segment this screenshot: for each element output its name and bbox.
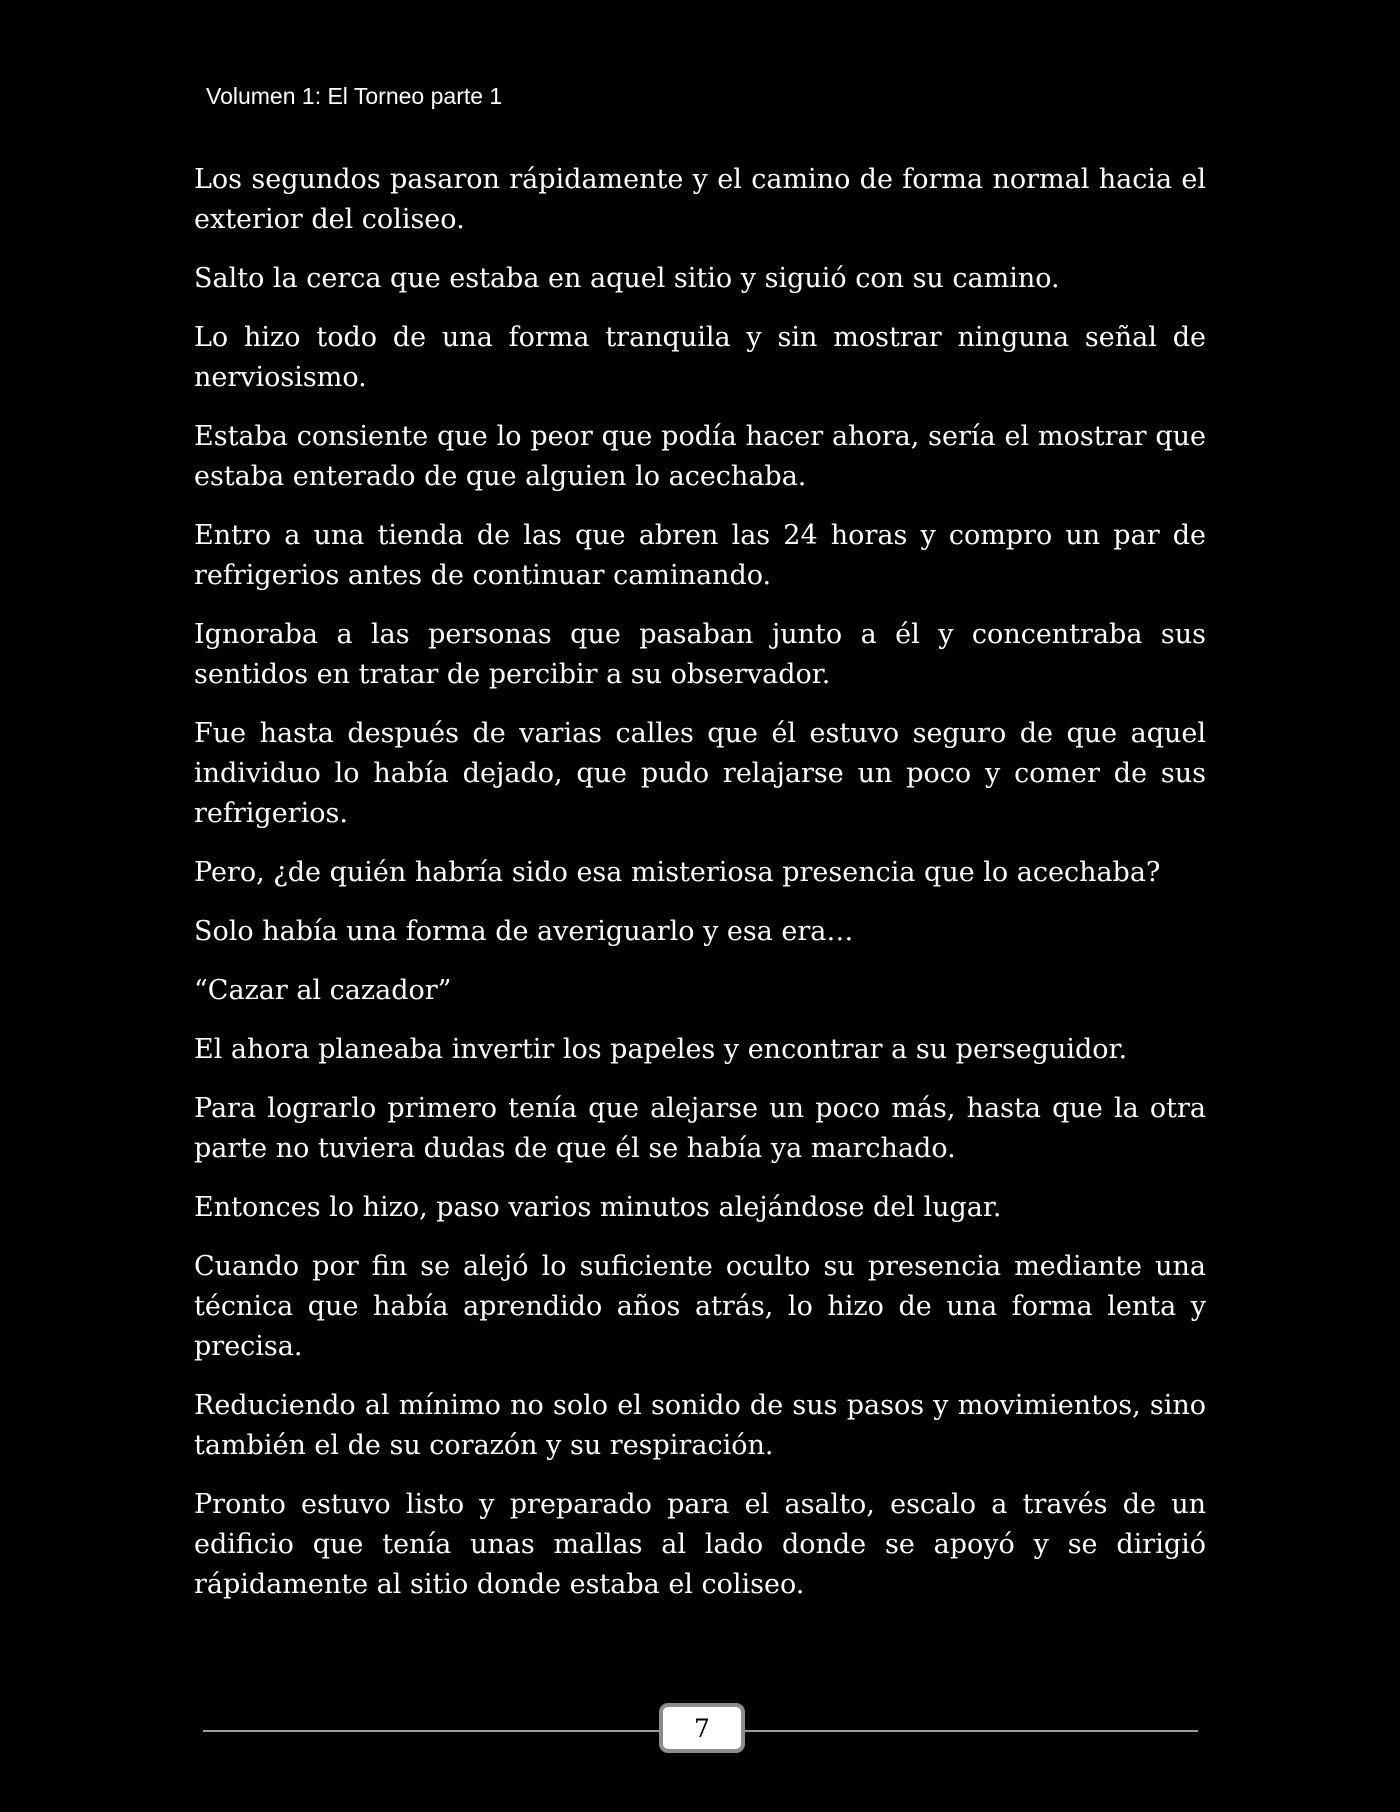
paragraph: Pero, ¿de quién habría sido esa misteriosa presencia que lo acechaba? — [194, 857, 1161, 888]
paragraph: Fue hasta después de varias calles que él estuvo seguro de que aquel individuo lo había dejado, que pudo relajarse un poco y comer de sus refrigerios. — [194, 718, 1206, 829]
paragraph: Entonces lo hizo, paso varios minutos alejándose del lugar. — [194, 1192, 1002, 1223]
paragraph: Para lograrlo primero tenía que alejarse un poco más, hasta que la otra parte no tuviera dudas de que él se había ya marchado. — [194, 1093, 1206, 1164]
paragraph: Entro a una tienda de las que abren las 24 horas y compro un par de refrigerios antes de continuar caminando. — [194, 520, 1206, 591]
paragraph: Pronto estuvo listo y preparado para el asalto, escalo a través de un edificio que tenía unas mallas al lado donde se apoyó y se dirigió rápidamente al sitio donde estaba el coliseo. — [194, 1489, 1206, 1600]
paragraph: Reduciendo al mínimo no solo el sonido de sus pasos y movimientos, sino también el de su corazón y su respiración. — [194, 1390, 1206, 1461]
page-number: 7 — [659, 1703, 745, 1753]
paragraph: Solo había una forma de averiguarlo y esa era… — [194, 916, 854, 947]
paragraph: Cuando por fin se alejó lo suficiente oculto su presencia mediante una técnica que había aprendido años atrás, lo hizo de una forma lenta y precisa. — [194, 1251, 1206, 1362]
page-footer — [203, 1703, 1198, 1759]
paragraph: El ahora planeaba invertir los papeles y encontrar a su perseguidor. — [194, 1034, 1128, 1065]
paragraph: Estaba consiente que lo peor que podía hacer ahora, sería el mostrar que estaba enterado de que alguien lo acechaba. — [194, 421, 1206, 492]
paragraph: Los segundos pasaron rápidamente y el camino de forma normal hacia el exterior del coliseo. — [194, 164, 1206, 235]
paragraph: Lo hizo todo de una forma tranquila y sin mostrar ninguna señal de nerviosismo. — [194, 322, 1206, 393]
paragraph: Ignoraba a las personas que pasaban junto a él y concentraba sus sentidos en tratar de percibir a su observador. — [194, 619, 1206, 690]
running-header: Volumen 1: El Torneo parte 1 — [206, 83, 503, 109]
paragraph: “Cazar al cazador” — [194, 975, 452, 1006]
page-body — [194, 160, 1206, 1624]
paragraph: Salto la cerca que estaba en aquel sitio y siguió con su camino. — [194, 263, 1060, 294]
